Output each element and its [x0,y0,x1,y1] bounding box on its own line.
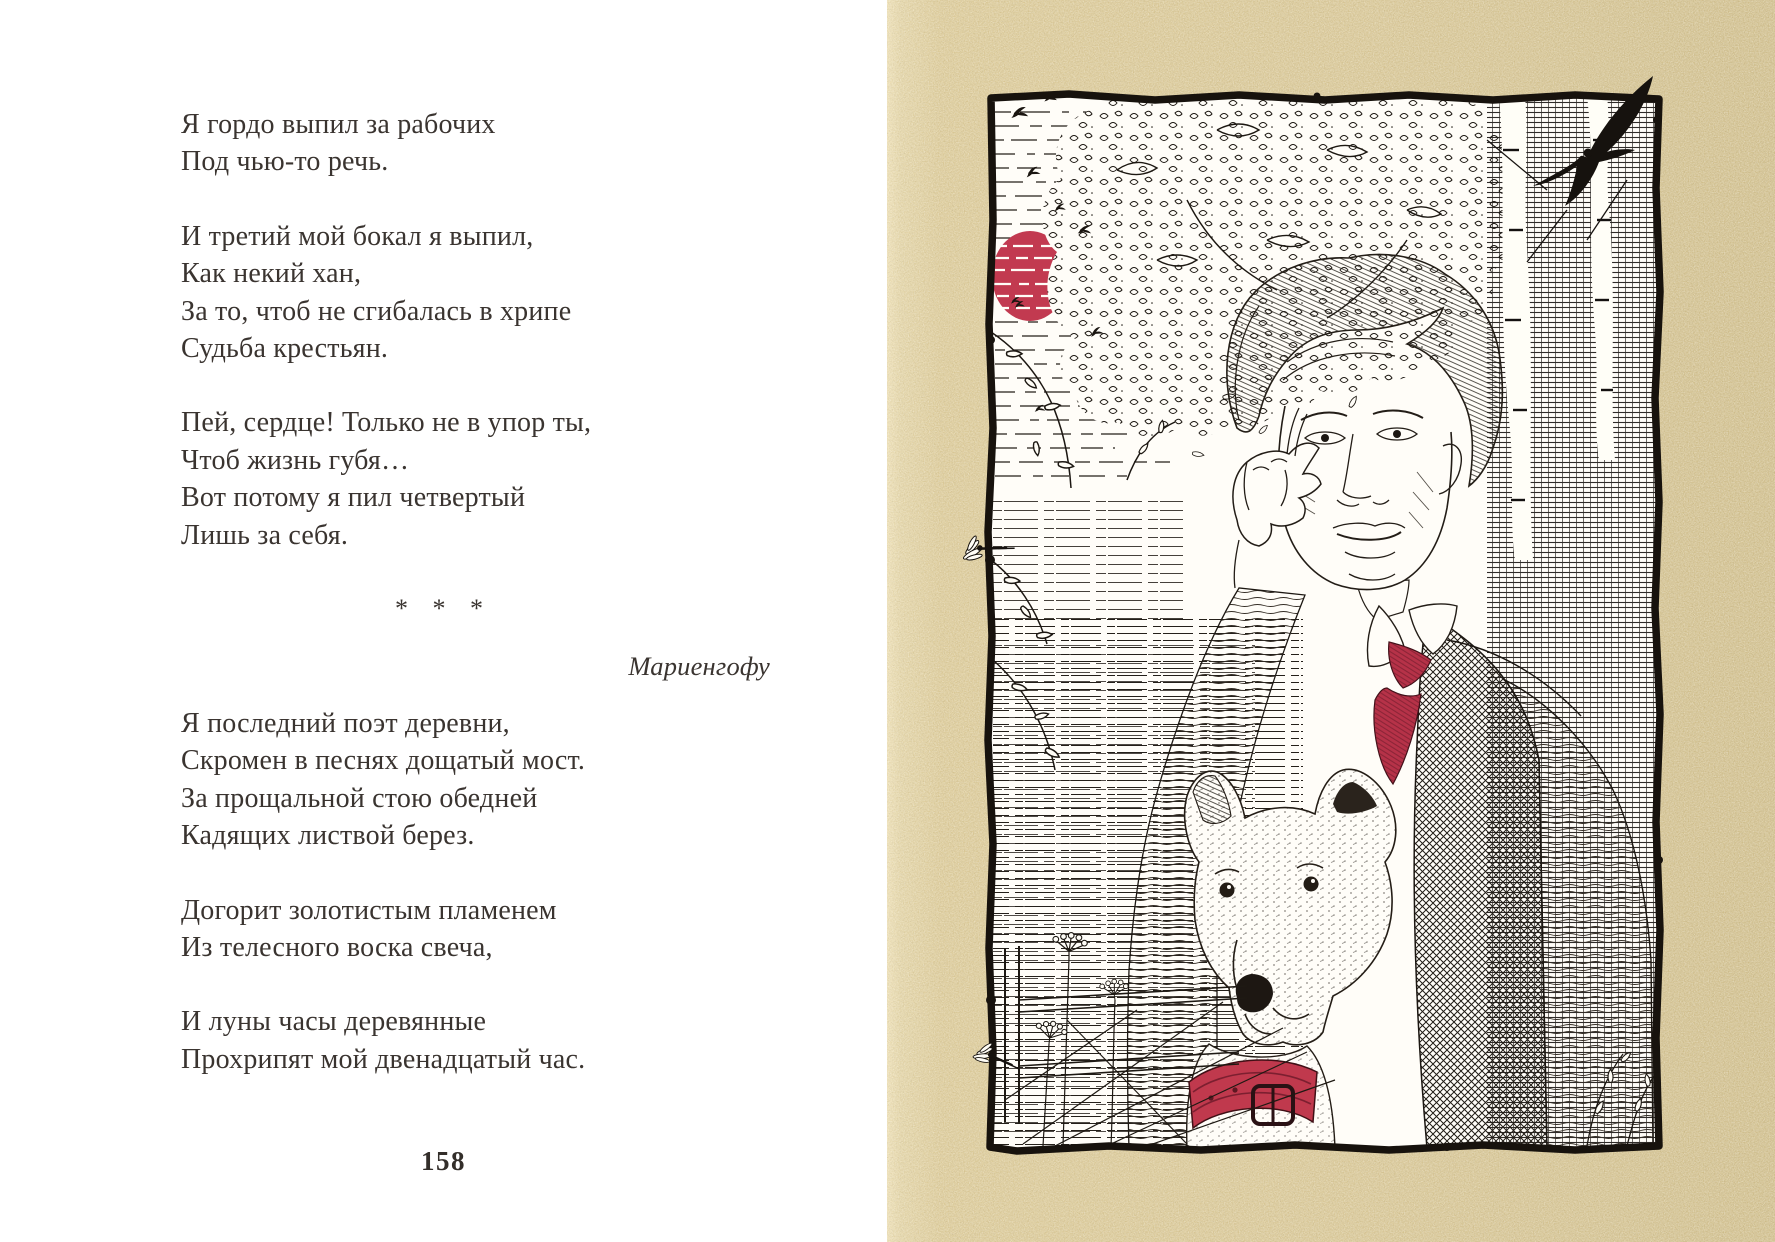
poem-separator: * * * [395,594,492,624]
poem-line: Вот потому я пил четвертый [181,482,526,514]
poem-stanza [181,106,706,181]
poem-line: Скромен в песнях дощатый мост. [181,745,586,777]
poem-line: Чтоб жизнь губя… [181,444,410,476]
poem-line: Судьба крестьян. [181,333,389,365]
poem-stanza [181,404,706,554]
poem-line: За то, чтоб не сгибалась в хрипе [181,295,572,327]
poem-line: Лишь за себя. [181,519,349,551]
poem-line: Я гордо выпил за рабочих [181,109,496,140]
poem-line: За прощальной стою обедней [181,782,538,814]
poem-stanza [181,892,706,967]
right-page [887,0,1775,1242]
poem-line: И луны часы деревянные [181,1006,487,1038]
left-page [0,0,887,1242]
poem-line: Кадящих листвой берез. [181,820,475,852]
book-illustration [887,0,1775,1242]
poem-stanza [181,1003,706,1078]
poem-line: Прохрипят мой двенадцатый час. [181,1043,586,1075]
poem-line: Под чью-то речь. [181,146,389,178]
poem-stanza [181,218,706,368]
poem-stanza [181,705,706,855]
poem-line: Как некий хан, [181,258,362,290]
poem [181,106,770,1078]
poem-line: Я последний поэт деревни, [181,707,510,739]
poem-line: Догорит золотистым пламенем [181,894,557,926]
page-number: 158 [421,1146,466,1176]
poem-line: И третий мой бокал я выпил, [181,220,534,252]
poem-line: Из телесного воска свеча, [181,931,493,963]
poem-dedication: Мариенгофу [628,651,770,682]
poem-line: Пей, сердце! Только не в упор ты, [181,407,592,439]
